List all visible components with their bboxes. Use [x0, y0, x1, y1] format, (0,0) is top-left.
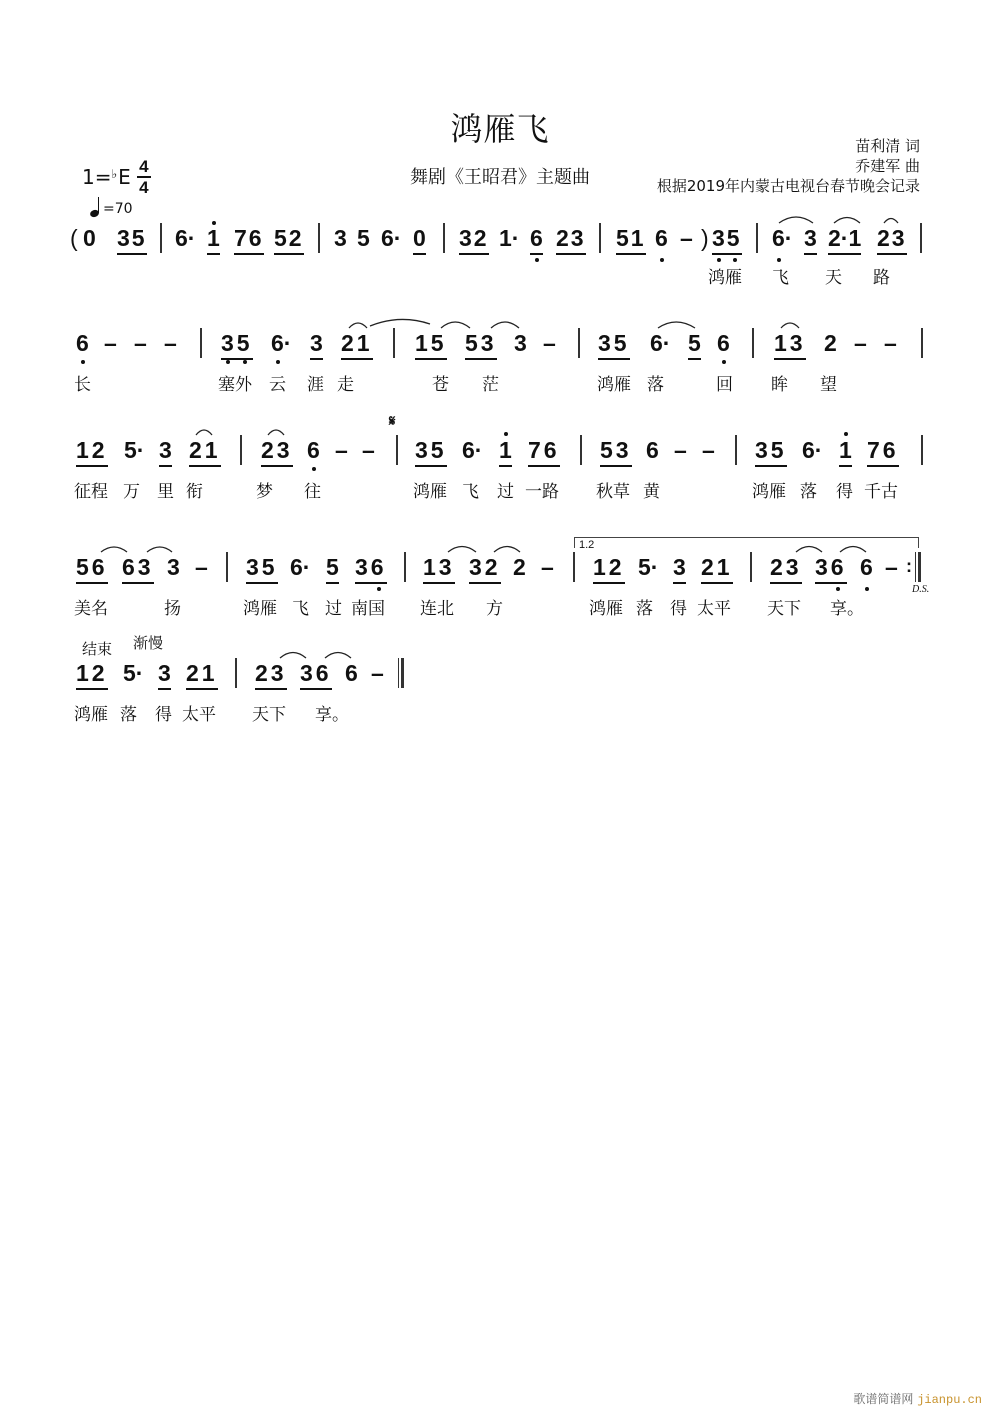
note-group: 51 [616, 225, 646, 251]
note: 3 [159, 437, 172, 463]
low-octave-dot [226, 360, 230, 364]
paren-close: ) [701, 225, 709, 251]
lyric: 鸿雁 [752, 482, 786, 502]
note-group: 35 [598, 330, 630, 356]
time-top: 4 [139, 157, 149, 176]
lyric: 长 [74, 375, 91, 395]
note: 6 [345, 660, 358, 686]
note-group: 76 [867, 437, 899, 463]
lyric: 南国 [351, 599, 385, 619]
lyric: 涯 [307, 375, 324, 395]
slurs [0, 316, 1000, 356]
lyric: 享。 [830, 599, 864, 619]
note: 6· [271, 330, 292, 356]
note-group: 12 [76, 660, 108, 686]
note: 3 [514, 330, 527, 356]
lyric: 云 [269, 375, 286, 395]
note-group: 36 [355, 554, 387, 580]
note: 6 [655, 225, 668, 251]
lyric: 飞 [772, 268, 789, 288]
dash: – [134, 330, 147, 356]
note: 6· [175, 225, 196, 251]
note: 6· [802, 437, 823, 463]
volta-label: 1.2 [579, 539, 595, 551]
note-group: 15 [415, 330, 447, 356]
note-group: 12 [76, 437, 108, 463]
lyric: 一路 [525, 482, 559, 502]
lyric: 鸿雁 [589, 599, 623, 619]
lyric: 里 [157, 482, 174, 502]
note-group: 12 [593, 554, 625, 580]
dash: – [362, 437, 375, 463]
low-octave-dot [717, 258, 721, 262]
lyric: 美名 [74, 599, 108, 619]
note-group: 32 [469, 554, 501, 580]
low-octave-dot [722, 360, 726, 364]
note-group: 76 [528, 437, 560, 463]
note: 1 [499, 437, 512, 463]
note: 0 [413, 225, 426, 251]
note: 1· [499, 225, 520, 251]
lyric: 鸿雁 [243, 599, 277, 619]
note-group: 2·1 [828, 225, 862, 251]
note-group: 21 [701, 554, 733, 580]
note: 6· [462, 437, 483, 463]
time-bottom: 4 [139, 178, 149, 197]
low-octave-dot [377, 587, 381, 591]
dash: – [164, 330, 177, 356]
note: 0 [83, 225, 96, 251]
ritardando-mark: 渐慢 [133, 634, 164, 652]
lyric: 飞 [462, 482, 479, 502]
lyric: 衔 [186, 482, 203, 502]
time-signature [137, 158, 151, 196]
lyric: 飞 [292, 599, 309, 619]
note: 6· [650, 330, 671, 356]
lyric: 鸿雁 [597, 375, 631, 395]
lyricist: 苗利清 词 [855, 137, 920, 155]
dash: – [702, 437, 715, 463]
note: 3 [167, 554, 180, 580]
composer: 乔建军 曲 [855, 157, 920, 175]
note: 5 [688, 330, 701, 356]
low-octave-dot [733, 258, 737, 262]
lyric: 过 [325, 599, 342, 619]
note-group: 23 [877, 225, 907, 251]
note-group: 21 [341, 330, 373, 356]
dash: – [335, 437, 348, 463]
note: 2 [513, 554, 526, 580]
lyric: 黄 [643, 482, 660, 502]
note: 3 [804, 225, 817, 251]
note-group: 35 [117, 225, 147, 251]
note-group: 36 [815, 554, 847, 580]
lyric: 塞外 [218, 375, 252, 395]
note: 6 [860, 554, 873, 580]
lyric: 往 [304, 482, 321, 502]
note-group: 35 [755, 437, 787, 463]
low-octave-dot [276, 360, 280, 364]
lyric: 眸 [771, 375, 788, 395]
key-prefix: 1= [82, 165, 112, 189]
dash: – [884, 330, 897, 356]
note: 5· [123, 660, 144, 686]
dash: – [195, 554, 208, 580]
note: 3 [158, 660, 171, 686]
lyric: 落 [120, 705, 137, 725]
ending-mark: 结束 [82, 640, 113, 658]
slurs [0, 423, 1000, 463]
segno-icon: 𝄋 [389, 413, 396, 430]
note-group: 32 [459, 225, 489, 251]
note: 5· [638, 554, 659, 580]
note: 2 [824, 330, 837, 356]
note-group: 56 [76, 554, 108, 580]
slurs [0, 540, 1000, 580]
lyric: 天下 [767, 599, 801, 619]
lyric: 走 [337, 375, 354, 395]
key-signature [82, 158, 151, 196]
lyric: 享。 [315, 705, 349, 725]
note: 1 [207, 225, 220, 251]
lyric: 秋草 [596, 482, 630, 502]
lyric: 落 [800, 482, 817, 502]
note: 5 [357, 225, 370, 251]
lyric: 回 [716, 375, 733, 395]
note: 6· [290, 554, 311, 580]
note-group: 13 [774, 330, 806, 356]
low-octave-dot [836, 587, 840, 591]
low-octave-dot [243, 360, 247, 364]
tempo-value: =70 [103, 201, 133, 217]
lyric: 望 [820, 375, 837, 395]
lyric: 得 [670, 599, 687, 619]
note: 3 [334, 225, 347, 251]
lyric: 落 [636, 599, 653, 619]
lyric: 连北 [420, 599, 454, 619]
source-note: 根据2019年内蒙古电视台春节晚会记录 [656, 177, 920, 195]
slurs [0, 646, 1000, 686]
note-group: 23 [261, 437, 293, 463]
note-group: 63 [122, 554, 154, 580]
note-group: 21 [186, 660, 218, 686]
note-group: 52 [274, 225, 304, 251]
song-title: 鸿雁飞 [450, 110, 550, 148]
watermark-site: jianpu.cn [917, 1393, 982, 1407]
note: 5 [326, 554, 339, 580]
note: 3 [310, 330, 323, 356]
dash: – [680, 225, 693, 251]
lyric: 千古 [864, 482, 898, 502]
note-group: 35 [221, 330, 253, 356]
low-octave-dot [865, 587, 869, 591]
note: 6 [307, 437, 320, 463]
lyric: 梦 [256, 482, 273, 502]
lyric: 过 [497, 482, 514, 502]
note-group: 53 [600, 437, 632, 463]
note: 6· [772, 225, 793, 251]
watermark [853, 1390, 982, 1407]
song-subtitle: 舞剧《王昭君》主题曲 [410, 167, 590, 188]
note: 5· [124, 437, 145, 463]
note: 6 [646, 437, 659, 463]
note-group: 35 [415, 437, 447, 463]
lyric: 天下 [252, 705, 286, 725]
note: 6 [717, 330, 730, 356]
note-group: 76 [234, 225, 264, 251]
lyric: 得 [155, 705, 172, 725]
lyric: 茫 [482, 375, 499, 395]
dash: – [674, 437, 687, 463]
low-octave-dot [535, 258, 539, 262]
note-group: 23 [556, 225, 586, 251]
lyric: 太平 [697, 599, 731, 619]
lyric: 征程 [74, 482, 108, 502]
low-octave-dot [81, 360, 85, 364]
note-group: 21 [189, 437, 221, 463]
lyric: 天 [825, 268, 842, 288]
flat-icon: ♭ [111, 167, 118, 181]
note-group: 35 [712, 225, 742, 251]
low-octave-dot [312, 467, 316, 471]
dash: – [541, 554, 554, 580]
note-group: 23 [255, 660, 287, 686]
watermark-text: 歌谱简谱网 [853, 1392, 914, 1406]
lyric: 落 [647, 375, 664, 395]
note-group: 53 [465, 330, 497, 356]
note: 6 [530, 225, 543, 251]
note: 6 [76, 330, 89, 356]
ds-marking: D.S. [912, 584, 930, 595]
note: 3 [673, 554, 686, 580]
dash: – [371, 660, 384, 686]
note-group: 13 [423, 554, 455, 580]
lyric: 太平 [182, 705, 216, 725]
credits [657, 136, 920, 196]
lyric: 鸿雁 [708, 268, 742, 288]
dash: – [104, 330, 117, 356]
slurs [0, 211, 1000, 251]
lyric: 路 [873, 268, 890, 288]
note: 1 [839, 437, 852, 463]
lyric: 苍 [432, 375, 449, 395]
dash: – [543, 330, 556, 356]
low-octave-dot [660, 258, 664, 262]
lyric: 方 [486, 599, 503, 619]
lyric: 鸿雁 [74, 705, 108, 725]
lyric: 得 [836, 482, 853, 502]
note-group: 23 [770, 554, 802, 580]
lyric: 万 [123, 482, 140, 502]
repeat-sign: : [906, 556, 912, 576]
lyric: 扬 [164, 599, 181, 619]
lyric: 鸿雁 [413, 482, 447, 502]
note-group: 36 [300, 660, 332, 686]
dash: – [854, 330, 867, 356]
low-octave-dot [777, 258, 781, 262]
note-group: 35 [246, 554, 278, 580]
dash: – [885, 554, 898, 580]
note: 6· [381, 225, 402, 251]
key-letter: E [118, 165, 131, 189]
paren-open: ( [70, 225, 78, 251]
